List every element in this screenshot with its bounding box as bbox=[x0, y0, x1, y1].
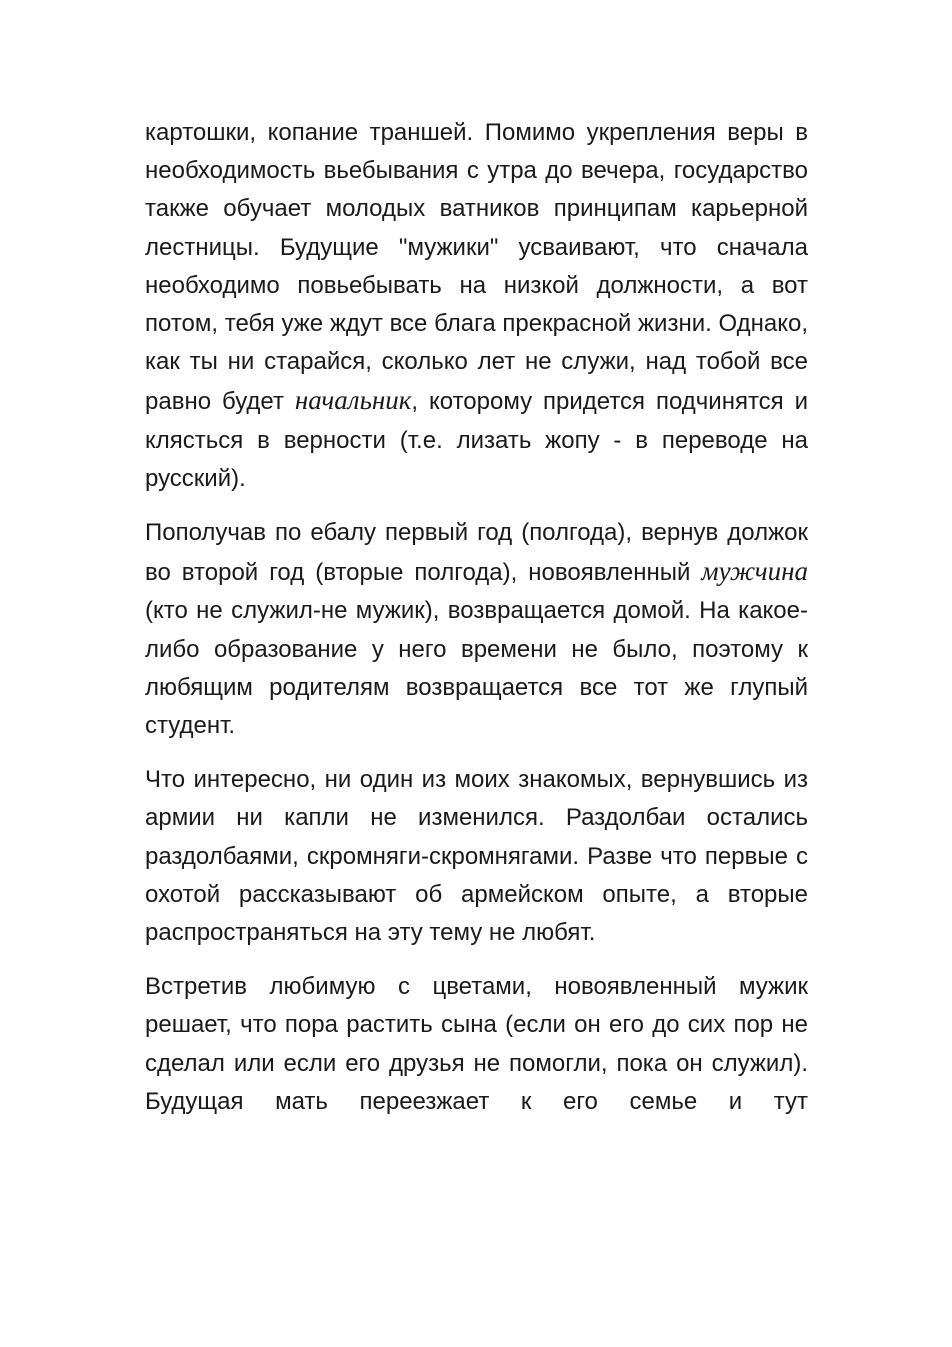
paragraph-4 bbox=[145, 968, 808, 1121]
italic-word-muzhchina: мужчина bbox=[701, 556, 808, 587]
paragraph-text: (кто не служил-не мужик), возвращается домой. На какое-либо образование у него времени не было, поэтому к любящим родителям возвращается все тот же глупый студент. bbox=[145, 597, 808, 740]
italic-word-nachalnik: начальник bbox=[294, 385, 412, 416]
paragraph-text: Встретив любимую с цветами, новоявленный мужик решает, что пора растить сына (если он его до сих пор не сделал или если его друзья не помогли, пока он служил). Будущая мать переезжает к его семье и тут bbox=[145, 973, 808, 1115]
text-column bbox=[145, 114, 808, 1137]
paragraph-text: картошки, копание траншей. Помимо укрепления веры в необходимость вьебывания с утра до вечера, государство также обучает молодых ватников принципам карьерной лестницы. Будущие "мужики" усваивают, что сначала необходимо повьебывать на низкой должности, а вот потом, тебя уже ждут все блага прекрасной жизни. Однако, как ты ни старайся, сколько лет не служи, над тобой все равно будет bbox=[145, 119, 808, 416]
paragraph-3 bbox=[145, 761, 808, 952]
paragraph-text: Пополучав по ебалу первый год (полгода), вернув должок во второй год (вторые полгода), новоявленный bbox=[145, 519, 808, 587]
paragraph-text: Что интересно, ни один из моих знакомых, вернувшись из армии ни капли не изменился. Раздолбаи остались раздолбаями, скромняги-скромнягами. Разве что первые с охотой рассказывают об армейском опыте, а вторые распространяться на эту тему не любят. bbox=[145, 766, 808, 947]
paragraph-text: , которому придется подчинятся и клясться в верности (т.е. лизать жопу - в переводе на русский). bbox=[145, 388, 809, 492]
paragraph-2 bbox=[145, 514, 808, 745]
paragraph-1 bbox=[145, 114, 808, 498]
